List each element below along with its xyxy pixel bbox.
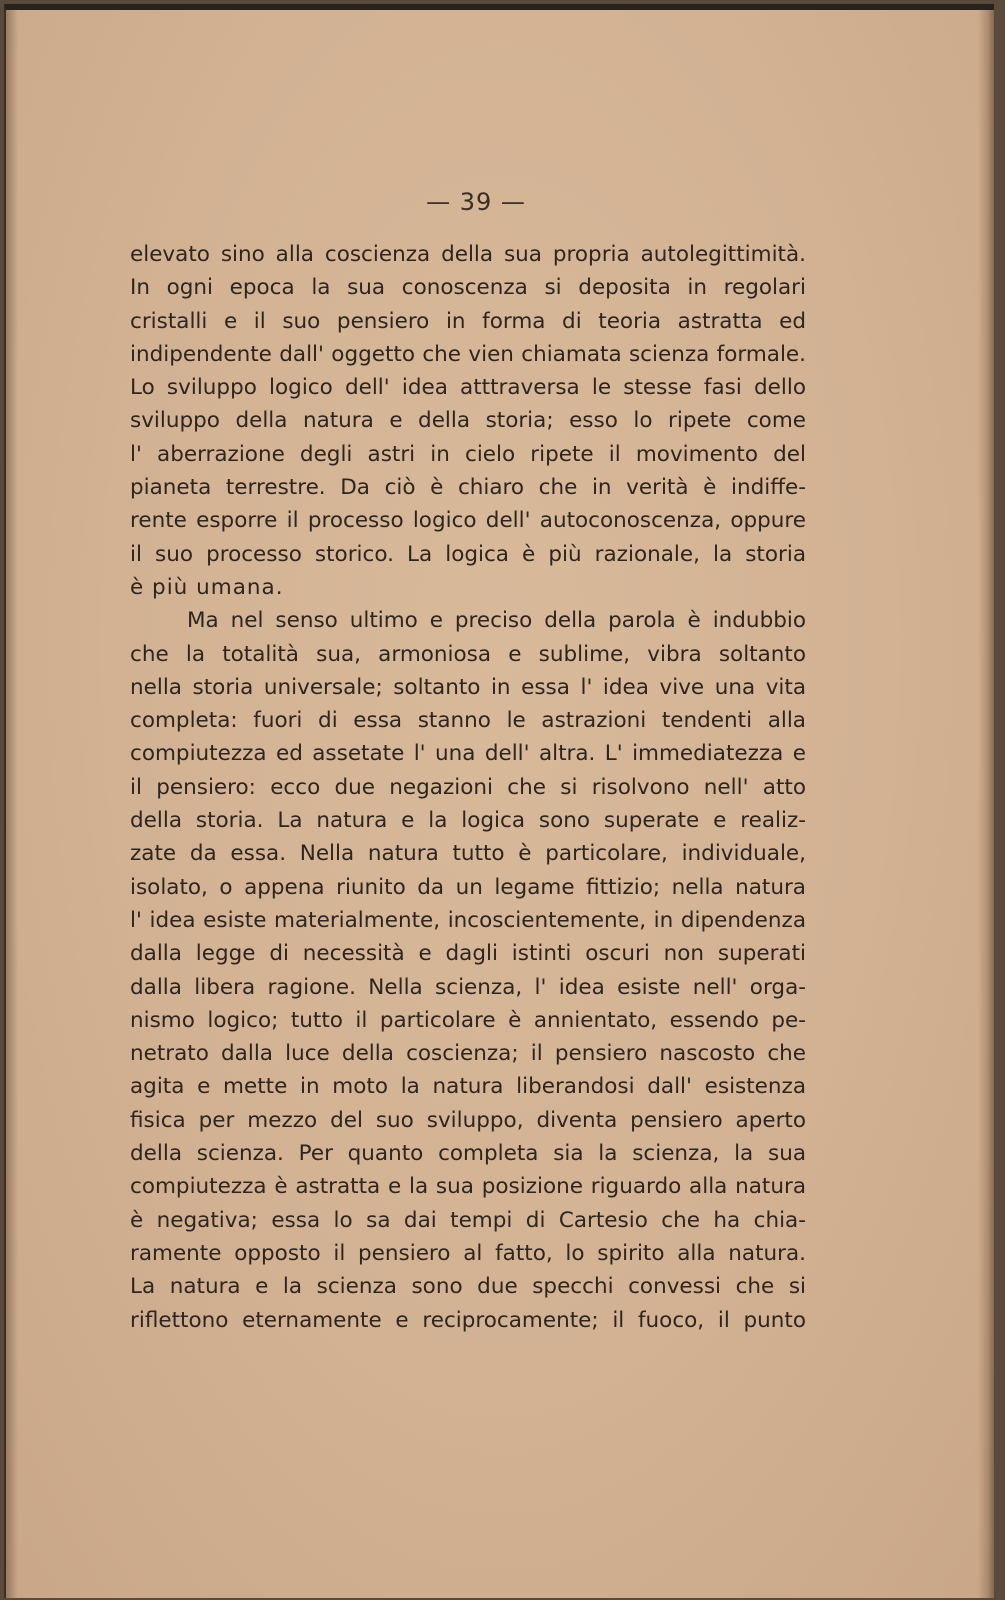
text-line: riflettono eternamente e reciprocamente; il fuoco, il punto [130, 1307, 806, 1333]
binding-shadow [6, 10, 18, 1598]
text-line: nismo logico; tutto il particolare è annientato, essendo pe- [130, 1007, 806, 1033]
text-line: è negativa; essa lo sa dai tempi di Cartesio che ha chia- [130, 1207, 806, 1233]
text-line: compiutezza ed assetate l' una dell' altra. L' immediatezza e [130, 741, 806, 767]
text-line: cristalli e il suo pensiero in forma di teoria astratta ed [130, 308, 806, 334]
text-line: ramente opposto il pensiero al fatto, lo spirito alla natura. [130, 1240, 806, 1266]
text-line: indipendente dall' oggetto che vien chiamata scienza formale. [130, 341, 806, 367]
text-line: isolato, o appena riunito da un legame fittizio; nella natura [130, 874, 806, 900]
text-line: La natura e la scienza sono due specchi convessi che si [130, 1274, 806, 1300]
text-line: dalla libera ragione. Nella scienza, l' idea esiste nell' orga- [130, 974, 806, 1000]
text-line: l' idea esiste materialmente, incoscientemente, in dipendenza [130, 907, 806, 933]
text-line: che la totalità sua, armoniosa e sublime, vibra soltanto [130, 641, 806, 667]
text-line: nella storia universale; soltanto in essa l' idea vive una vita [130, 674, 806, 700]
text-line: della scienza. Per quanto completa sia la scienza, la sua [130, 1141, 806, 1167]
body-text [130, 238, 806, 1337]
paragraph-end-line: è più umana. [130, 574, 284, 600]
text-line: il pensiero: ecco due negazioni che si risolvono nell' atto [130, 774, 806, 800]
text-line: l' aberrazione degli astri in cielo ripete il movimento del [130, 441, 806, 467]
text-line: completa: fuori di essa stanno le astrazioni tendenti alla [130, 708, 806, 734]
text-line: pianeta terrestre. Da ciò è chiaro che in verità è indiffe- [130, 475, 806, 501]
text-line: elevato sino alla coscienza della sua propria autolegittimità. [130, 242, 806, 267]
text-line: compiutezza è astratta e la sua posizione riguardo alla natura [130, 1174, 806, 1200]
paragraph-start-line: Ma nel senso ultimo e preciso della parola è indubbio [187, 608, 806, 634]
text-line: il suo processo storico. La logica è più razionale, la storia [130, 541, 806, 567]
text-line: della storia. La natura e la logica sono superate e realiz- [130, 808, 806, 834]
text-line: In ogni epoca la sua conoscenza si deposita in regolari [130, 275, 806, 301]
text-line: Lo sviluppo logico dell' idea atttraversa le stesse fasi dello [130, 375, 806, 401]
text-line: fisica per mezzo del suo sviluppo, diventa pensiero aperto [130, 1107, 806, 1133]
book-page [4, 4, 994, 1598]
text-line: rente esporre il processo logico dell' autoconoscenza, oppure [130, 508, 806, 534]
text-line: zate da essa. Nella natura tutto è particolare, individuale, [130, 841, 806, 867]
text-line: dalla legge di necessità e dagli istinti oscuri non superati [130, 941, 806, 967]
page-edge [978, 10, 994, 1598]
text-line: agita e mette in moto la natura liberandosi dall' esistenza [130, 1074, 806, 1100]
text-line: netrato dalla luce della coscienza; il pensiero nascosto che [130, 1041, 806, 1067]
page-number: — 39 — [426, 188, 526, 216]
text-line: sviluppo della natura e della storia; esso lo ripete come [130, 408, 806, 434]
